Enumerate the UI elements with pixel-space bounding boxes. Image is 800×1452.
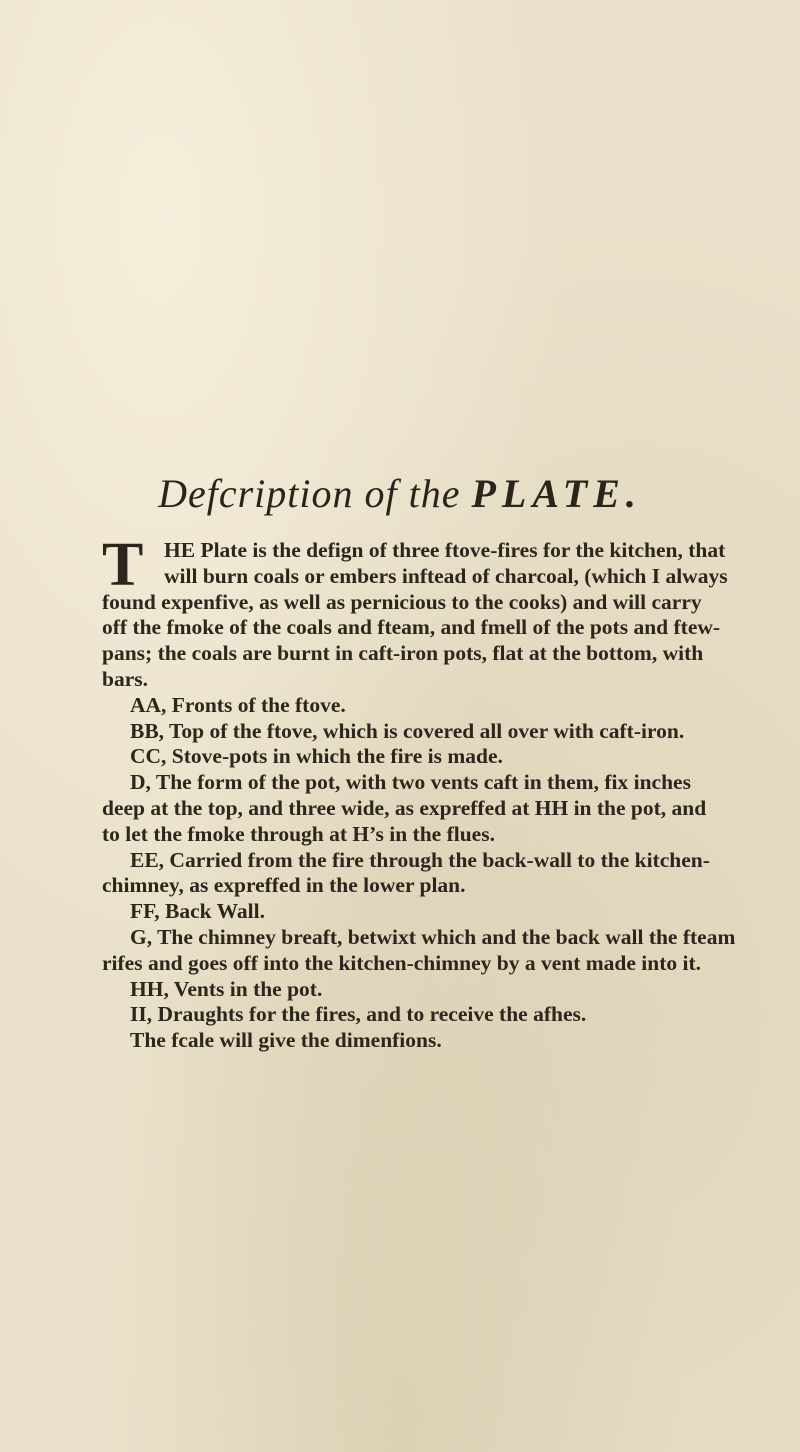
intro-line-6: bars. — [102, 666, 148, 691]
item-aa: AA, Fronts of the ftove. — [130, 692, 346, 717]
item-ee-line-2: chimney, as expreffed in the lower plan. — [102, 873, 466, 898]
intro-line-4: off the fmoke of the coals and fteam, and fmell of the pots and ftew- — [102, 615, 721, 640]
item-bb: BB, Top of the ftove, which is covered all over with caft-iron. — [130, 718, 685, 743]
item-g-line-2: rifes and goes off into the kitchen-chimney by a vent made into it. — [102, 950, 701, 975]
intro-paragraph — [102, 531, 762, 693]
heading-prefix: Defcription of the — [158, 471, 461, 516]
intro-line-1: HE Plate is the defign of three ftove-fires for the kitchen, that — [164, 538, 726, 562]
description-text — [102, 531, 762, 1054]
scale-note: The fcale will give the dimenfions. — [130, 1028, 442, 1053]
page-heading — [0, 470, 800, 517]
item-ff: FF, Back Wall. — [130, 899, 266, 924]
item-ee-line-1: EE, Carried from the fire through the back-wall to the kitchen- — [130, 847, 710, 872]
intro-line-5: pans; the coals are burnt in caft-iron pots, flat at the bottom, with — [102, 641, 704, 666]
intro-line-3: found expenfive, as well as pernicious to the cooks) and will carry — [102, 589, 702, 614]
item-cc: CC, Stove-pots in which the fire is made. — [130, 744, 503, 769]
item-g-line-1: G, The chimney breaft, betwixt which and the back wall the fteam — [130, 924, 736, 949]
drop-cap: T — [102, 531, 144, 599]
item-d-line-1: D, The form of the pot, with two vents caft in them, fix inches — [130, 770, 691, 795]
item-d-line-3: to let the fmoke through at H’s in the flues. — [102, 821, 495, 846]
item-hh: HH, Vents in the pot. — [130, 976, 323, 1001]
intro-line-2: will burn coals or embers inftead of charcoal, (which I always — [164, 563, 728, 588]
item-d-line-2: deep at the top, and three wide, as expreffed at HH in the pot, and — [102, 795, 707, 820]
item-ii: II, Draughts for the fires, and to receive the afhes. — [130, 1002, 587, 1027]
heading-plate: PLATE. — [471, 471, 642, 516]
